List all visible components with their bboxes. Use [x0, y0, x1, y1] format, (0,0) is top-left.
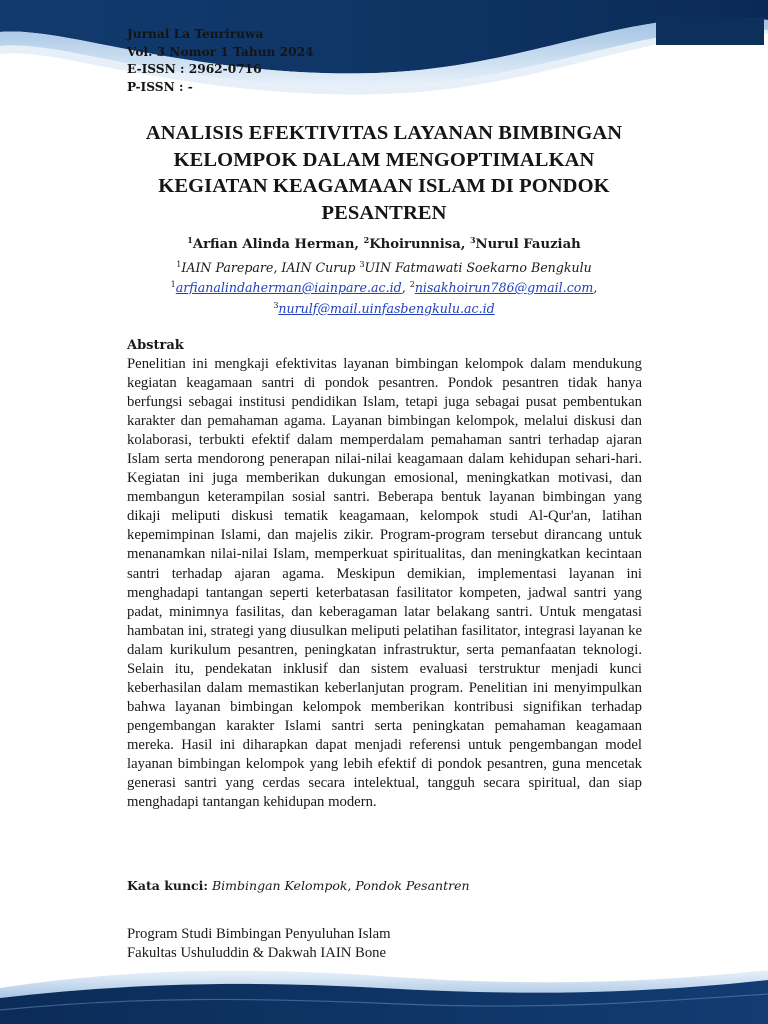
email-sup: 2 — [409, 280, 415, 289]
author-sup: 3 — [469, 235, 476, 245]
journal-meta — [127, 26, 314, 96]
program-name: Program Studi Bimbingan Penyuluhan Islam — [127, 926, 391, 942]
title-line: KELOMPOK DALAM MENGOPTIMALKAN — [173, 148, 595, 171]
email-separator: , — [401, 280, 406, 295]
email-link[interactable]: nisakhoirun786@gmail.com — [414, 280, 594, 295]
author-name: Khoirunnisa, — [369, 237, 466, 252]
email-link[interactable]: nurulf@mail.uinfasbengkulu.ac.id — [278, 300, 495, 316]
author-sup: 2 — [363, 235, 370, 245]
author-list — [110, 236, 658, 254]
email-sup: 3 — [273, 300, 279, 310]
affiliation-name: IAIN Curup — [281, 260, 356, 275]
affiliation-name: UIN Fatmawati Soekarno Bengkulu — [364, 260, 592, 275]
keywords-label: Kata kunci: — [127, 878, 208, 893]
header-wave-decoration — [0, 0, 768, 105]
author-name: Nurul Fauziah — [475, 237, 581, 252]
author-name: Arfian Alinda Herman, — [192, 237, 360, 252]
paper-title — [110, 120, 658, 226]
email-separator: , — [593, 280, 598, 295]
author-sup: 1 — [187, 235, 193, 245]
keywords-values: Bimbingan Kelompok, Pondok Pesantren — [211, 878, 470, 893]
title-line: KEGIATAN KEAGAMAAN ISLAM DI PONDOK — [158, 175, 610, 197]
footer-wave-decoration — [0, 958, 768, 1024]
title-line: ANALISIS EFEKTIVITAS LAYANAN BIMBINGAN — [145, 122, 623, 144]
journal-pissn: P-ISSN : - — [127, 79, 193, 94]
header-dark-box — [656, 17, 764, 45]
affiliation-sup: 1 — [176, 260, 182, 269]
email-list — [110, 278, 658, 319]
email-sup: 1 — [170, 280, 176, 289]
journal-volume: Vol. 3 Nomor 1 Tahun 2024 — [127, 44, 314, 59]
affiliation-sup: 3 — [359, 260, 365, 269]
abstract-heading: Abstrak — [127, 338, 184, 353]
affiliation-list — [110, 258, 658, 278]
journal-eissn: E-ISSN : 2962-0716 — [127, 62, 262, 76]
journal-name: Jurnal La Tenriruwa — [127, 27, 264, 41]
email-link[interactable]: arfianalindaherman@iainpare.ac.id — [175, 280, 402, 295]
keywords — [127, 877, 470, 895]
affiliation-name: IAIN Parepare, — [181, 260, 278, 275]
faculty-name: Fakultas Ushuluddin & Dakwah IAIN Bone — [127, 945, 387, 961]
title-line: PESANTREN — [321, 201, 447, 224]
abstract-body: Penelitian ini mengkaji efektivitas layanan bimbingan kelompok dalam mendukung kegiatan keagamaan santri di pondok pesantren. Pondok pesantren tidak hanya berfungsi sebagai institusi pendidikan Islam, tetapi juga sebagai pusat pembentukan karakter dan pemahaman agama. Layanan bimbingan kelompok, melalui diskusi dan kolaborasi, terbukti efektif dalam memperdalam pemahaman santri terhadap ajaran Islam serta mendorong penerapan nilai-nilai keagamaan dalam kehidupan sehari-hari. Kegiatan ini juga memberikan dukungan emosional, meningkatkan motivasi, dan membangun keterampilan sosial santri. Beberapa bentuk layanan bimbingan yang dikaji meliputi diskusi tematik keagamaan, kelompok studi Al-Qur'an, latihan kepemimpinan Islami, dan majelis zikir. Program-program tersebut dirancang untuk menanamkan nilai-nilai Islam, memperkuat spiritualitas, dan meningkatkan kecintaan santri terhadap ajaran agama. Meskipun demikian, implementasi layanan ini menghadapi tantangan seperti keterbatasan fasilitator kompeten, jadwal santri yang padat, minimnya fasilitas, dan keberagaman latar belakang santri. Untuk mengatasi hambatan ini, strategi yang diusulkan meliputi pelatihan fasilitator, integrasi layanan ke dalam kurikulum pesantren, peningkatan infrastruktur, serta pemanfaatan teknologi. Selain itu, pendekatan inklusif dan sistem evaluasi terstruktur menjadi kunci keberhasilan dalam memastikan keberlanjutan program. Penelitian ini menyimpulkan bahwa layanan bimbingan kelompok memberikan kontribusi signifikan terhadap pengembangan karakter Islami santri serta peningkatan pemahaman keagamaan mereka. Hasil ini diharapkan dapat menjadi referensi untuk pengembangan model layanan bimbingan kelompok yang lebih efektif di pondok pesantren, guna mencetak generasi santri yang cerdas secara intelektual, tangguh secara spiritual, dan siap menghadapi tantangan kehidupan modern. — [127, 356, 642, 811]
